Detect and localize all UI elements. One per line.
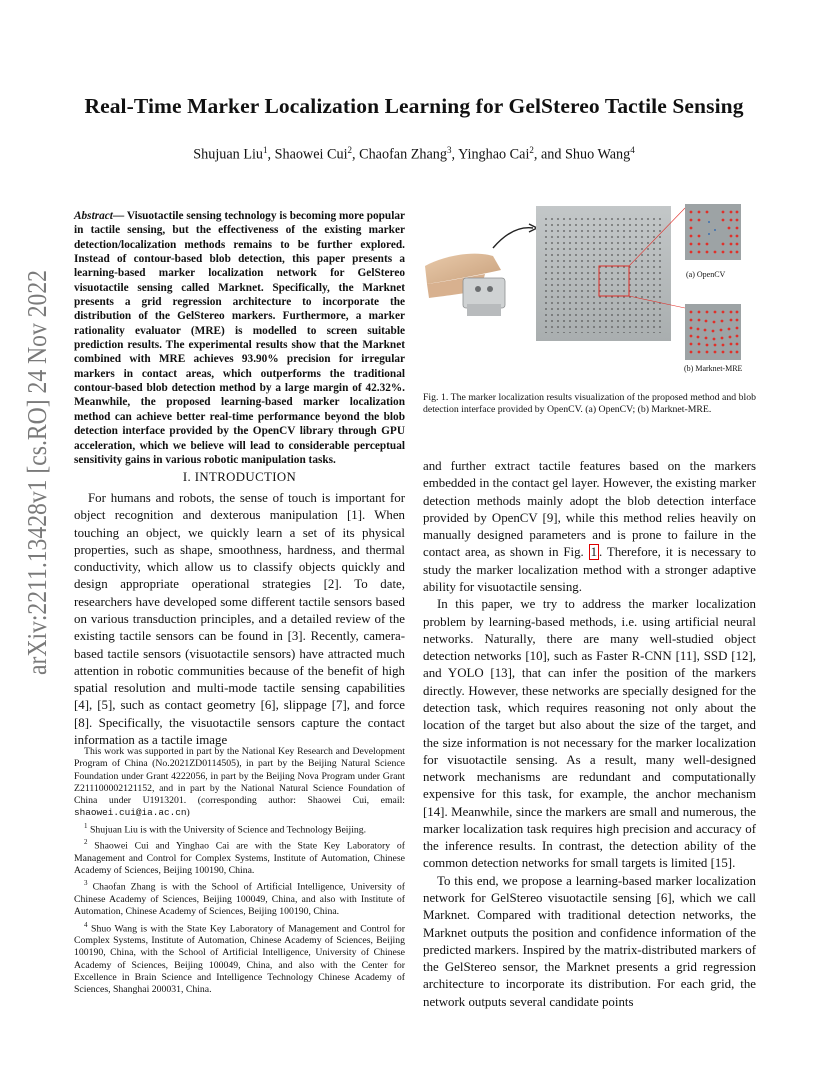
footnotes <box>74 746 405 997</box>
zoom-marknet-mre <box>685 304 741 360</box>
intro-paragraph: In this paper, we try to address the marker localization problem by learning-based methods, i.e. using artificial neural networks. Naturally, there are many well-studied object detection networks [10], such as Faster R-CNN [11], SSD [12], and YOLO [13], that can infer the position of the markers directly. However, these networks are specially designed for the detection task, which requires reasoning not only about the location of the target but also about the size of the target, and the size information is not necessary for the marker localization for visuotactile sensing. As a result, many well-designed network mechanisms are redundant and computationally expensive for this task, for example, the anchor mechanism [14]. Meanwhile, since the markers are small and numerous, the marker localization task requires high precision and accuracy of the inference results. In contrast, the detection ability of the common detection networks for small targets is limited [15]. <box>423 597 756 871</box>
intro-paragraph: For humans and robots, the sense of touch is important for object recognition and dexterous manipulation [1]. When touching an object, we quickly learn a set of its physical properties, such as shape, smoothness, hardness, and thermal conductivity, which allow us to classify objects quickly and design appropriate operational strategies [2]. To date, researchers have developed some different tactile sensors based on various transduction principles, and a detailed review of the existing tactile sensors can be found in [3]. Recently, camera-based tactile sensors (visuotactile sensors) have attracted much attention in robotic communities because of the benefit of high spatial resolution and multi-mode tactile sensing capabilities [4], [5], such as contact geometry [6], slippage [7], and force [8]. Specifically, the visuotactile sensors capture the contact information as a tactile image <box>74 491 405 747</box>
paper-title: Real-Time Marker Localization Learning for GelStereo Tactile Sensing <box>84 94 744 118</box>
paragraph-text: and further extract tactile features based on the markers embedded in the contact gel layer. However, the existing marker detection methods mainly adopt the blob detection interface provided by OpenCV [9], while this method relies heavily on manually designed parameters and is prone to failure in the contact area, as shown in Fig. <box>423 459 756 560</box>
arxiv-stamp-text: arXiv:2211.13428v1 [cs.RO] 24 Nov 2022 <box>22 260 52 675</box>
affiliation-footnote-2: $^2$ Shaowei Cui and Yinghao Cai are with the State Key Laboratory of Management and Control for Complex Systems, Institute of Automation, Chinese Academy of Sciences, Beijing 100190, China. <box>74 838 406 877</box>
author-affiliation: 1 <box>263 145 268 155</box>
funding-text: This work was supported in part by the National Key Research and Development Program of China (No.2021ZD0114505), in part by the Beijing Natural Science Foundation under Grant 4222056, in part by the Beijing Nova Program under Grant Z211100002121152, and in part by the National Natural Science Foundation of China under U1913201. (corresponding author: Shaowei Cui, email: <box>74 746 405 807</box>
arxiv-stamp <box>8 260 60 680</box>
author-name: Yinghao Cai <box>458 146 530 163</box>
subcaption-b: (b) Marknet-MRE <box>684 364 743 373</box>
figure-reference-link[interactable]: 1 <box>590 545 598 560</box>
abstract <box>74 209 405 467</box>
figure-1 <box>423 198 756 378</box>
author-affiliation: 2 <box>347 145 353 155</box>
intro-paragraph: To this end, we propose a learning-based marker localization network for GelStereo visuotactile sensing [6], which we call Marknet. Compared with traditional detection networks, the Marknet outputs the position and confidence information of the predicted markers. Inspired by the matrix-distributed markers of the GelStereo sensor, the Marknet presents a grid regression architecture to incorporate its distribution. For each grid, the network outputs several candidate points <box>423 873 756 1009</box>
sensor-photo <box>425 224 537 316</box>
arxiv-stamp-svg <box>8 260 60 680</box>
subcaption-a: (a) OpenCV <box>686 270 726 279</box>
affiliation-text: Shujuan Liu is with the University of Science and Technology Beijing. <box>89 824 367 836</box>
figure-1-illustration <box>423 198 756 378</box>
author-affiliation: 4 <box>630 145 635 155</box>
abstract-label: Abstract <box>74 210 113 222</box>
affiliation-text: Shaowei Cui and Yinghao Cai are with the State Key Laboratory of Management and Control for Complex Systems, Institute of Automation, Chinese Academy of Sciences, Beijing 100190, China. <box>74 840 406 877</box>
author-name: Shujuan Liu <box>193 146 264 163</box>
affiliation-footnote-1: $^1$ Shujuan Liu is with the University of Science and Technology Beijing. <box>84 821 367 836</box>
affiliation-footnote-4: $^4$ Shuo Wang is with the State Key Laboratory of Management and Control for Complex Systems, Institute of Automation, Chinese Academy of Sciences, Beijing 100190, China, with the School of Artificial Intelligence, University of Chinese Academy of Sciences, Beijing 100049, China, and also with the Center for Excellence in Brain Science and Intelligence Technology Chinese Academy of Sciences, Shanghai 200031, China. <box>74 920 405 996</box>
figure-1-caption: Fig. 1. The marker localization results visualization of the proposed method and blob detection interface provided by OpenCV. (a) OpenCV; (b) Marknet-MRE. <box>423 392 756 416</box>
author-affiliation: 3 <box>446 145 452 155</box>
funding-footnote <box>74 746 405 820</box>
author-affiliation: 2 <box>529 145 534 155</box>
affiliation-text: Shuo Wang is with the State Key Laboratory of Management and Control for Complex Systems, Institute of Automation, Chinese Academy of Sciences, Beijing 100190, China, with the School of Artificial Intelligence, University of Chinese Academy of Sciences, Beijing 100049, China, and also with the Center for Excellence in Brain Science and Intelligence Technology Chinese Academy of Sciences, Shanghai 200031, China. <box>74 922 405 996</box>
author-list: Shujuan Liu$^1$, Shaowei Cui$^2$, Chaofan Zhang$^3$, Yinghao Cai$^2$, and Shuo Wang$^4$ <box>193 145 635 163</box>
gel-image <box>536 206 685 341</box>
abstract-text: — Visuotactile sensing technology is becoming more popular in tactile sensing, but the effectiveness of the existing marker detection/localization methods remains to be further explored. Instead of contour-based blob detection, this paper presents a learning-based marker localization network for GelStereo visuotactile sensing called Marknet. Specifically, the Marknet presents a grid regression architecture to incorporate the distribution of the GelStereo markers. Furthermore, a marker rationality evaluator (MRE) is modelled to screen suitable prediction results. The experimental results show that the Marknet combined with MRE achieves 93.90% precision for irregular markers in contact areas, which outperforms the traditional contour-based blob detection method by a large margin of 42.32%. Meanwhile, the proposed learning-based marker localization method can achieve better real-time performance beyond the blob detection interface provided by the OpenCV library through GPU acceleration, which we believe will lead to considerable perceptual sensitivity gains in various robotic manipulation tasks. <box>74 210 405 466</box>
section-heading-introduction: I. INTRODUCTION <box>182 470 297 484</box>
funding-text-end: ) <box>186 807 190 819</box>
intro-right-column <box>423 458 756 1011</box>
paragraph-text: . Therefore, it is necessary to study the marker localization method with a stronger adaptive ability for visuotactile sensing. <box>423 545 756 594</box>
intro-paragraph-continued <box>423 458 756 596</box>
affiliation-text: Chaofan Zhang is with the School of Artificial Intelligence, University of Chinese Academy of Sciences, Beijing 100049, China, and also with Institute of Automation, Chinese Academy of Sciences, Beijing 100190, China. <box>74 881 405 918</box>
corresponding-email: shaowei.cui@ia.ac.cn <box>74 807 187 819</box>
author-name: Chaofan Zhang <box>359 146 447 163</box>
affiliation-footnote-3: $^3$ Chaofan Zhang is with the School of Artificial Intelligence, University of Chinese Academy of Sciences, Beijing 100049, China, and also with Institute of Automation, Chinese Academy of Sciences, Beijing 100190, China. <box>74 879 405 918</box>
zoom-opencv <box>685 204 741 260</box>
author-name: Shaowei Cui <box>274 146 348 163</box>
author-name: Shuo Wang <box>565 146 631 163</box>
intro-left-column <box>74 490 405 749</box>
